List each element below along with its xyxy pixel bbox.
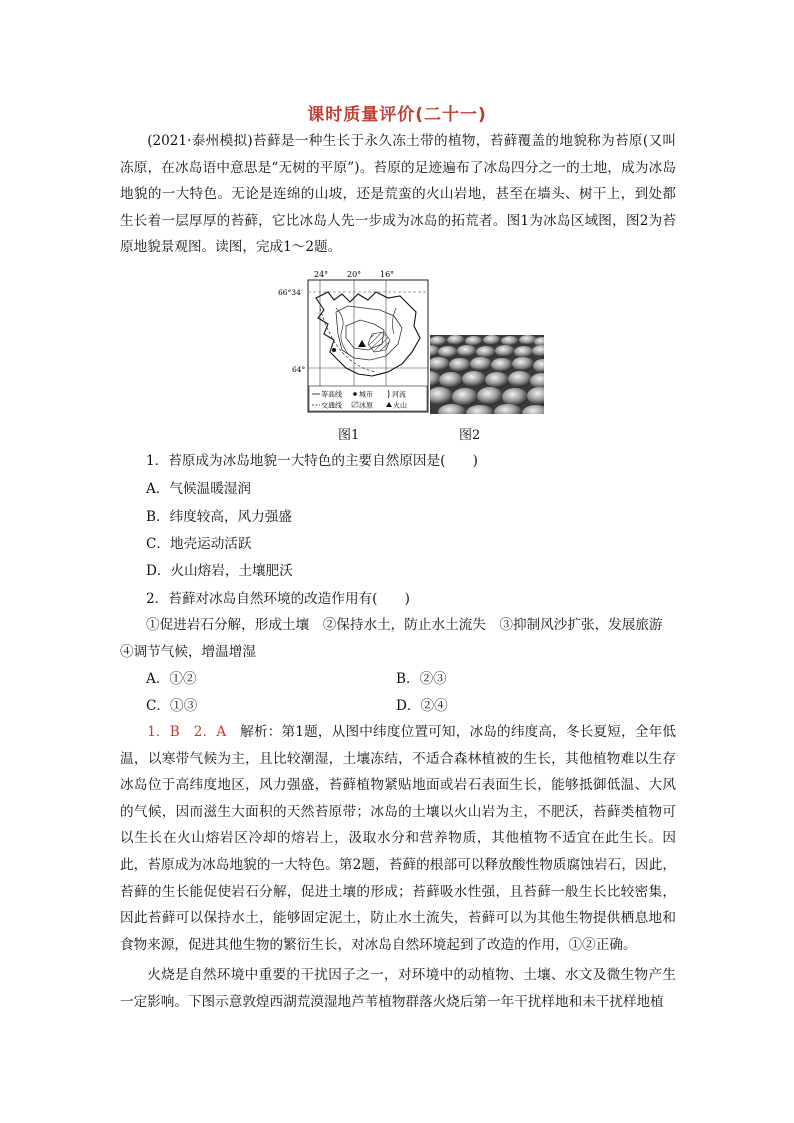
next-material-intro: 火烧是自然环境中重要的干扰因子之一，对环境中的动植物、土壤、水文及微生物产生一定影响。下图示意敦煌西湖荒漠湿地芦苇植物群落火烧后第一年干扰样地和未干扰样地植 — [120, 967, 676, 1010]
q2-option-d: D．②④ — [396, 698, 448, 714]
legend-volcano: 火山 — [393, 401, 407, 410]
answer-analysis — [120, 719, 676, 958]
figure2-caption: 图2 — [459, 428, 481, 443]
legend-contour: 等高线 — [321, 390, 342, 399]
iceland-map-figure — [276, 268, 436, 414]
page-title: 课时质量评价(二十一) — [307, 105, 487, 125]
legend-river: 河流 — [392, 390, 406, 399]
q2-option-c: C．①③ — [146, 698, 198, 714]
q1-option-b: B．纬度较高，风力强盛 — [146, 509, 292, 525]
lat-label-6634: 66°34′ — [278, 288, 303, 297]
tundra-landscape-photo — [430, 335, 544, 414]
q1-option-a: A．气候温暖湿润 — [146, 481, 251, 497]
answer-key: 1．B 2．A — [147, 724, 227, 740]
volcano-icon — [358, 340, 366, 347]
city-marker — [332, 348, 336, 352]
lon-label-24: 24° — [314, 270, 329, 279]
intro-paragraph: (2021·泰州模拟)苔藓是一种生长于永久冻土带的植物，苔藓覆盖的地貌称为苔原(又叫冻原，在冰岛语中意思是“无树的平原”)。苔原的足迹遍布了冰岛四分之一的土地，成为冰岛地貌的一大特色。无论是连绵的山坡，还是荒蛮的火山岩地，甚至在墙头、树干上，到处都生长着一层厚厚的苔藓，它比冰岛人先一步成为冰岛的拓荒者。图1为冰岛区域图，图2为苔原地貌景观图。读图，完成1～2题。 — [120, 133, 676, 256]
lat-label-64: 64° — [292, 365, 306, 374]
q2-option-a: A．①② — [146, 671, 197, 687]
analysis-text: 解析：第1题，从图中纬度位置可知，冰岛的纬度高，冬长夏短，全年低温，以寒带气候为主，且比较潮湿，土壤冻结，不适合森林植被的生长，其他植物难以生存冰岛位于高纬度地区，风力强盛，苔藓植物紧贴地面或岩石表面生长，能够抵御低温、大风的气候，因而滋生大面积的天然苔原带；冰岛的土壤以火山岩为主，不肥沃，苔藓类植物可以生长在火山熔岩区冷却的熔岩上，汲取水分和营养物质，其他植物不适宜在此生长。因此，苔原成为冰岛地貌的一大特色。第2题，苔藓的根部可以释放酸性物质腐蚀岩石，因此，苔藓的生长能促使岩石分解，促进土壤的形成；苔藓吸水性强，且苔藓一般生长比较密集，因此苔藓可以保持水土，能够固定泥土，防止水土流失，苔藓可以为其他生物提供栖息地和食物来源，促进其他生物的繁衍生长，对冰岛自然环境起到了改造的作用，①②正确。 — [120, 724, 676, 953]
q1-option-d: D．火山熔岩，土壤肥沃 — [146, 563, 293, 579]
q2-items-line1: ①促进岩石分解，形成土壤 ②保持水土，防止水土流失 ③抑制风沙扩张，发展旅游 — [146, 617, 663, 633]
lon-label-16: 16° — [380, 270, 395, 279]
lon-label-20: 20° — [347, 270, 362, 279]
q2-items-line2: ④调节气候，增温增湿 — [120, 644, 256, 660]
figure1-caption: 图1 — [338, 428, 360, 443]
legend-traffic: 交通线 — [321, 401, 342, 410]
legend-city: 城市 — [359, 390, 373, 399]
iceland-coastline — [316, 292, 420, 376]
question-2-stem: 2．苔藓对冰岛自然环境的改造作用有( ) — [146, 591, 410, 607]
question-1-stem: 1．苔原成为冰岛地貌一大特色的主要自然原因是( ) — [146, 453, 478, 469]
q2-option-b: B．②③ — [396, 671, 447, 687]
legend-ice-field: 冰原 — [359, 401, 373, 410]
q1-option-c: C．地壳运动活跃 — [146, 536, 252, 552]
